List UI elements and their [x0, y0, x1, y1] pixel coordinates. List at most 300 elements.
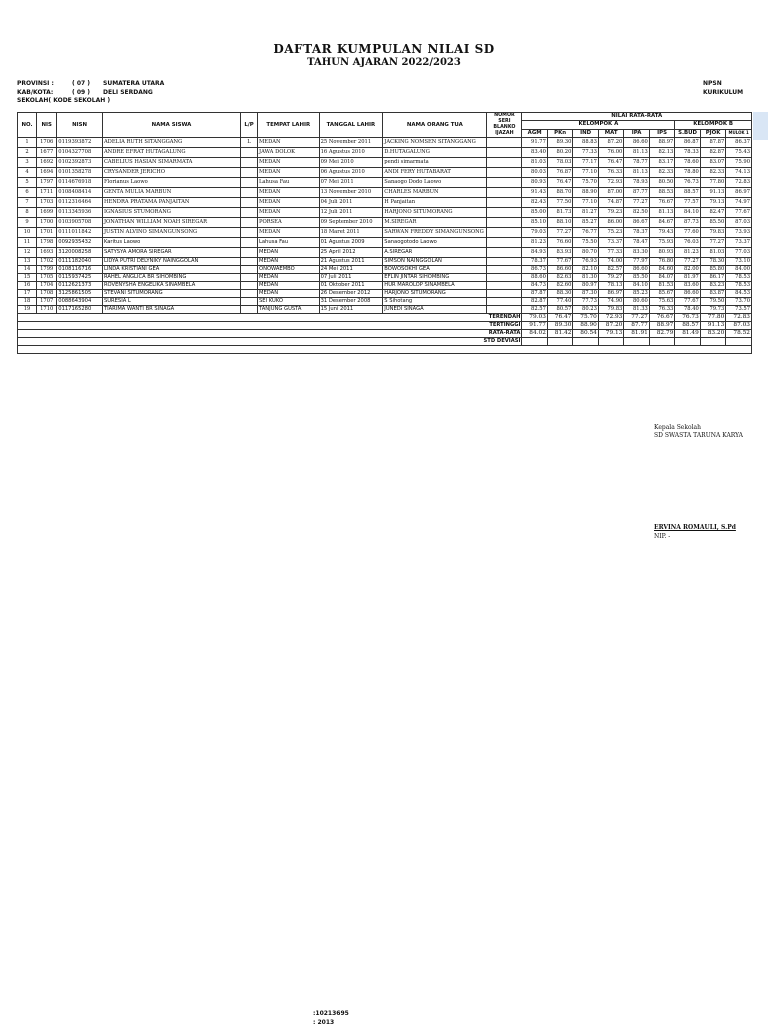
cell-tempat: Lahusa Fau [257, 178, 319, 188]
cell-ind: 80.97 [573, 282, 598, 290]
cell-lp [241, 208, 258, 218]
cell-nama: SATYSYA AMORA SIREGAR [102, 248, 240, 258]
stats-label: TERTINGGI [18, 322, 522, 330]
cell-lp [241, 168, 258, 178]
table-row [18, 218, 752, 228]
cell-seri [487, 282, 522, 290]
cell-agm: 80.03 [522, 168, 547, 178]
cell-tempat: ONOWAEMBO [257, 266, 319, 274]
cell-ipa: 81.13 [624, 148, 649, 158]
header-kelompok-a: KELOMPOK A [522, 121, 675, 129]
cell-pkn: 83.93 [547, 248, 572, 258]
stats-value: 72.83 [726, 314, 752, 322]
cell-mat: 78.13 [598, 282, 623, 290]
cell-no: 11 [18, 238, 37, 248]
stats-value: 91.13 [700, 322, 725, 330]
stats-value [547, 338, 572, 346]
cell-nama: LINDA KRISTIANI GEA [102, 266, 240, 274]
cell-nisn: 0119393872 [57, 138, 103, 148]
cell-nama: ADELIA RUTH SITANGGANG [102, 138, 240, 148]
cell-pkn: 76.47 [547, 178, 572, 188]
cell-agm: 80.93 [522, 178, 547, 188]
cell-ortu: Sanaogo Dodo Laowo [383, 178, 487, 188]
stats-value [624, 338, 649, 346]
cell-sbud: 77.27 [675, 258, 700, 266]
cell-nisn: 0092935432 [57, 238, 103, 248]
table-row [18, 248, 752, 258]
cell-tanggal: 25 November 2011 [319, 138, 383, 148]
cell-nisn: 0101358278 [57, 168, 103, 178]
header-tempat-lahir: TEMPAT LAHIR [257, 113, 319, 138]
cell-lp [241, 238, 258, 248]
cell-pkn: 82.60 [547, 282, 572, 290]
cell-ips: 84.67 [649, 218, 674, 228]
cell-sbud: 78.40 [675, 306, 700, 314]
cell-nis: 1704 [37, 282, 57, 290]
header-subject: AGM [522, 129, 547, 137]
cell-tempat: MEDAN [257, 188, 319, 198]
stats-value: 87.77 [624, 322, 649, 330]
cell-tempat: MEDAN [257, 248, 319, 258]
cell-sbud: 76.03 [675, 238, 700, 248]
cell-pjok: 81.03 [700, 248, 725, 258]
stats-label: STD DEVIASI [18, 338, 522, 346]
cell-ips: 85.67 [649, 290, 674, 298]
cell-pjok: 77.80 [700, 178, 725, 188]
stats-value: 72.93 [598, 314, 623, 322]
cell-seri [487, 258, 522, 266]
stats-value [522, 338, 547, 346]
cell-ind: 77.33 [573, 148, 598, 158]
stats-label: RATA-RATA [18, 330, 522, 338]
cell-seri [487, 138, 522, 148]
stats-value: 83.20 [700, 330, 725, 338]
cell-tanggal: 26 Desember 2012 [319, 290, 383, 298]
stats-value [700, 338, 725, 346]
cell-ips: 83.17 [649, 158, 674, 168]
cell-ips: 88.97 [649, 138, 674, 148]
cell-ind: 82.10 [573, 266, 598, 274]
cell-ind: 88.83 [573, 138, 598, 148]
cell-nisn: 0108408414 [57, 188, 103, 198]
cell-seri [487, 266, 522, 274]
cell-mulok: 75.43 [726, 148, 752, 158]
cell-tanggal: 13 November 2010 [319, 188, 383, 198]
cell-pjok: 79.13 [700, 198, 725, 208]
cell-mat: 86.97 [598, 290, 623, 298]
cell-no: 14 [18, 266, 37, 274]
cell-tanggal: 09 Mei 2010 [319, 158, 383, 168]
cell-agm: 87.87 [522, 290, 547, 298]
cell-nis: 1701 [37, 228, 57, 238]
cell-pjok: 91.13 [700, 188, 725, 198]
header-nis: NIS [37, 113, 57, 138]
cell-seri [487, 290, 522, 298]
cell-sbud: 78.80 [675, 168, 700, 178]
cell-pkn: 88.10 [547, 218, 572, 228]
cell-nis: 1798 [37, 238, 57, 248]
cell-mulok: 75.90 [726, 158, 752, 168]
cell-mulok: 74.13 [726, 168, 752, 178]
cell-ortu: pendi simarmata [383, 158, 487, 168]
cell-no: 16 [18, 282, 37, 290]
cell-pjok: 85.80 [700, 266, 725, 274]
stats-value: 81.49 [675, 330, 700, 338]
stats-value: 84.02 [522, 330, 547, 338]
cell-ipa: 86.67 [624, 218, 649, 228]
cell-lp [241, 258, 258, 266]
stats-value: 77.80 [700, 314, 725, 322]
stats-row [18, 330, 752, 338]
cell-nisn: 0117165280 [57, 306, 103, 314]
cell-tanggal: 12 Juli 2011 [319, 208, 383, 218]
cell-tempat: MEDAN [257, 208, 319, 218]
stats-value: 87.20 [598, 322, 623, 330]
cell-seri [487, 306, 522, 314]
cell-agm: 84.93 [522, 248, 547, 258]
cell-nis: 1797 [37, 178, 57, 188]
cell-nama: LIDYA PUTRI DELYNIKY NAINGGOLAN [102, 258, 240, 266]
document-subtitle: TAHUN AJARAN 2022/2023 [307, 57, 461, 68]
cell-lp [241, 298, 258, 306]
cell-ips: 76.33 [649, 306, 674, 314]
cell-sbud: 84.10 [675, 208, 700, 218]
cell-pjok: 78.30 [700, 258, 725, 266]
cell-tempat: SEI KUKO [257, 298, 319, 306]
cell-tanggal: 31 Desember 2008 [319, 298, 383, 306]
cell-nisn: 0102392873 [57, 158, 103, 168]
cell-tanggal: 25 April 2012 [319, 248, 383, 258]
cell-tanggal: 24 Mei 2011 [319, 266, 383, 274]
cell-pkn: 80.57 [547, 306, 572, 314]
cell-ips: 80.93 [649, 248, 674, 258]
stats-value [675, 338, 700, 346]
cell-tempat: Lahusa Fau [257, 238, 319, 248]
cell-ipa: 78.77 [624, 158, 649, 168]
cell-ortu: EFLIN JINTAR SIHOMBING [383, 274, 487, 282]
cell-ipa: 81.33 [624, 306, 649, 314]
cell-pjok: 86.17 [700, 274, 725, 282]
kurikulum-label: KURIKULUM [703, 89, 744, 96]
cell-sbud: 77.60 [675, 228, 700, 238]
stats-value: 77.27 [624, 314, 649, 322]
cell-ipa: 86.60 [624, 266, 649, 274]
cell-agm: 86.73 [522, 266, 547, 274]
header-subject: IPA [624, 129, 649, 137]
cell-mat: 82.57 [598, 266, 623, 274]
cell-ipa: 87.77 [624, 188, 649, 198]
cell-ortu: Sanaogotodo Laowo [383, 238, 487, 248]
stats-value: 80.54 [573, 330, 598, 338]
kab-label: KAB/KOTA: [17, 89, 54, 96]
table-row [18, 148, 752, 158]
cell-seri [487, 298, 522, 306]
cell-lp [241, 228, 258, 238]
cell-nis: 1710 [37, 306, 57, 314]
cell-tempat: MEDAN [257, 274, 319, 282]
cell-mulok: 84.53 [726, 290, 752, 298]
stats-value: 82.79 [649, 330, 674, 338]
table-row [18, 188, 752, 198]
cell-ortu: HARJONO SITUMORANG [383, 208, 487, 218]
cell-pkn: 88.30 [547, 290, 572, 298]
cell-pjok: 87.87 [700, 138, 725, 148]
cell-seri [487, 168, 522, 178]
cell-mulok: 73.70 [726, 298, 752, 306]
table-row [18, 290, 752, 298]
header-subject: PKn [547, 129, 572, 137]
cell-agm: 82.87 [522, 298, 547, 306]
cell-lp [241, 218, 258, 228]
cell-ipa: 81.13 [624, 168, 649, 178]
cell-agm: 91.77 [522, 138, 547, 148]
cell-mulok: 84.00 [726, 266, 752, 274]
cell-mat: 87.00 [598, 188, 623, 198]
cell-lp [241, 290, 258, 298]
header-no: NO. [18, 113, 37, 138]
stats-row [18, 314, 752, 322]
cell-mat: 75.23 [598, 228, 623, 238]
cell-nis: 1711 [37, 188, 57, 198]
cell-no: 4 [18, 168, 37, 178]
cell-lp [241, 266, 258, 274]
table-row [18, 266, 752, 274]
empty-cell [18, 346, 752, 354]
cell-nama: ANDRE EFRAT HUTAGALUNG [102, 148, 240, 158]
cell-sbud: 87.73 [675, 218, 700, 228]
cell-mulok: 78.53 [726, 282, 752, 290]
cell-pjok: 82.87 [700, 148, 725, 158]
cell-mulok: 72.83 [726, 178, 752, 188]
cell-ipa: 78.47 [624, 238, 649, 248]
header-nomor-seri: NOMOR SERI BLANKO IJAZAH [487, 113, 522, 138]
cell-no: 1 [18, 138, 37, 148]
table-row [18, 198, 752, 208]
cell-pjok: 77.27 [700, 238, 725, 248]
cell-pjok: 79.50 [700, 298, 725, 306]
cell-ipa: 82.50 [624, 208, 649, 218]
cell-tempat: JAWA DOLOK [257, 148, 319, 158]
cell-seri [487, 148, 522, 158]
cell-no: 7 [18, 198, 37, 208]
cell-nis: 1708 [37, 290, 57, 298]
cell-tanggal: 18 Maret 2011 [319, 228, 383, 238]
cell-pkn: 89.30 [547, 138, 572, 148]
cell-no: 6 [18, 188, 37, 198]
cell-lp [241, 148, 258, 158]
cell-nis: 1700 [37, 218, 57, 228]
cell-pkn: 77.40 [547, 298, 572, 306]
cell-sbud: 78.33 [675, 148, 700, 158]
cell-mat: 76.00 [598, 148, 623, 158]
cell-nis: 1705 [37, 274, 57, 282]
cell-sbud: 82.00 [675, 266, 700, 274]
cell-ipa: 85.50 [624, 274, 649, 282]
cell-mat: 79.23 [598, 208, 623, 218]
cell-ipa: 85.23 [624, 290, 649, 298]
cell-agm: 78.37 [522, 258, 547, 266]
cell-ind: 81.30 [573, 274, 598, 282]
cell-agm: 84.73 [522, 282, 547, 290]
header-nama-siswa: NAMA SISWA [102, 113, 240, 138]
stats-value: 89.30 [547, 322, 572, 330]
cell-ips: 88.53 [649, 188, 674, 198]
cell-nis: 1694 [37, 168, 57, 178]
cell-ind: 77.10 [573, 168, 598, 178]
cell-ips: 84.07 [649, 274, 674, 282]
cell-mulok: 73.37 [726, 238, 752, 248]
cell-seri [487, 208, 522, 218]
cell-ortu: BOWOSOKHI GEA [383, 266, 487, 274]
cell-tanggal: 06 Agustus 2010 [319, 168, 383, 178]
cell-mulok: 73.10 [726, 258, 752, 266]
cell-pjok: 83.87 [700, 290, 725, 298]
cell-ips: 75.93 [649, 238, 674, 248]
cell-agm: 79.03 [522, 228, 547, 238]
header-subject: IPS [649, 129, 674, 137]
cell-no: 12 [18, 248, 37, 258]
cell-agm: 81.03 [522, 158, 547, 168]
cell-no: 18 [18, 298, 37, 306]
table-row [18, 178, 752, 188]
cell-ortu: HUR MAROLOP SINAMBELA [383, 282, 487, 290]
cell-nama: CABELIUS HASIAN SIMARMATA [102, 158, 240, 168]
cell-tanggal: 01 Oktober 2011 [319, 282, 383, 290]
cell-no: 8 [18, 208, 37, 218]
provinsi-label: PROVINSI : [17, 80, 54, 87]
cell-ortu: JACKING NOMSEN SITANGGANG [383, 138, 487, 148]
cell-lp [241, 198, 258, 208]
cell-tanggal: 15 Juni 2011 [319, 306, 383, 314]
cell-ortu: D.HUTAGALUNG [383, 148, 487, 158]
header-lp: L/P [241, 113, 258, 138]
cell-seri [487, 178, 522, 188]
cell-no: 5 [18, 178, 37, 188]
stats-value: 79.03 [522, 314, 547, 322]
cell-ortu: A.SIREGAR [383, 248, 487, 258]
cell-pjok: 82.47 [700, 208, 725, 218]
cell-nama: ROVENYSHA ENGELIKA SINAMBELA [102, 282, 240, 290]
cell-pkn: 77.27 [547, 228, 572, 238]
table-row [18, 158, 752, 168]
header-subject: IND [573, 129, 598, 137]
cell-tempat: PORSEA [257, 218, 319, 228]
cell-no: 10 [18, 228, 37, 238]
cell-tanggal: 16 Agustus 2010 [319, 148, 383, 158]
cell-nis: 1706 [37, 138, 57, 148]
cell-tanggal: 09 September 2010 [319, 218, 383, 228]
cell-ortu: HARJONO SITUMORANG [383, 290, 487, 298]
provinsi-code: ( 07 ) [72, 80, 91, 87]
cell-no: 9 [18, 218, 37, 228]
kab-code: ( 09 ) [72, 89, 91, 96]
cell-nisn: 0111182040 [57, 258, 103, 266]
cell-ind: 87.30 [573, 290, 598, 298]
cell-mat: 79.83 [598, 306, 623, 314]
stats-value: 78.52 [726, 330, 752, 338]
cell-tempat: MEDAN [257, 138, 319, 148]
stats-value: 76.73 [675, 314, 700, 322]
stats-row [18, 322, 752, 330]
cell-mat: 73.37 [598, 238, 623, 248]
header-nisn: NISN [57, 113, 103, 138]
table-row [18, 306, 752, 314]
stats-value: 91.77 [522, 322, 547, 330]
stats-value [649, 338, 674, 346]
cell-nis: 1707 [37, 298, 57, 306]
cell-tempat: MEDAN [257, 158, 319, 168]
cell-pkn: 77.50 [547, 198, 572, 208]
stats-value: 76.67 [649, 314, 674, 322]
cell-ind: 80.70 [573, 248, 598, 258]
highlight-cell [753, 112, 768, 140]
stats-value: 88.97 [649, 322, 674, 330]
cell-mulok: 78.53 [726, 274, 752, 282]
cell-nama: RAHEL ANGLICA BR SIHOMBING [102, 274, 240, 282]
cell-ind: 77.10 [573, 198, 598, 208]
cell-mat: 74.90 [598, 298, 623, 306]
cell-no: 3 [18, 158, 37, 168]
cell-ind: 75.70 [573, 178, 598, 188]
cell-mat: 79.27 [598, 274, 623, 282]
cell-seri [487, 238, 522, 248]
cell-pkn: 80.20 [547, 148, 572, 158]
stats-row [18, 338, 752, 346]
cell-ipa: 78.93 [624, 178, 649, 188]
cell-no: 19 [18, 306, 37, 314]
cell-tanggal: 01 Agustus 2009 [319, 238, 383, 248]
cell-ind: 76.77 [573, 228, 598, 238]
document-title: DAFTAR KUMPULAN NILAI SD [273, 42, 495, 56]
cell-agm: 82.57 [522, 306, 547, 314]
cell-pkn: 78.03 [547, 158, 572, 168]
signature-school: SD SWASTA TARUNA KARYA [654, 432, 743, 439]
sekolah-label: SEKOLAH( KODE SEKOLAH ) [17, 97, 111, 104]
cell-nisn: 0103905708 [57, 218, 103, 228]
stats-value [573, 338, 598, 346]
cell-nama: HENDRA PRATAMA PANJAITAN [102, 198, 240, 208]
cell-tanggal: 21 Agustus 2011 [319, 258, 383, 266]
table-row [18, 138, 752, 148]
cell-nama: TIARIMA WANTI BR SINAGA [102, 306, 240, 314]
cell-no: 2 [18, 148, 37, 158]
table-row [18, 298, 752, 306]
cell-ind: 75.50 [573, 238, 598, 248]
cell-ortu: SIMSON NAINGGOLAN [383, 258, 487, 266]
cell-lp [241, 274, 258, 282]
cell-nama: JUSTIN ALVINO SIMANGUNSONG [102, 228, 240, 238]
cell-ips: 82.33 [649, 168, 674, 178]
table-row [18, 168, 752, 178]
cell-pjok: 85.50 [700, 218, 725, 228]
cell-ipa: 77.97 [624, 258, 649, 266]
cell-nama: CRYSANDER JERICHO [102, 168, 240, 178]
cell-mat: 87.20 [598, 138, 623, 148]
cell-nama: GENTA MULIA MARBUN [102, 188, 240, 198]
cell-sbud: 77.67 [675, 298, 700, 306]
cell-nis: 1699 [37, 208, 57, 218]
cell-seri [487, 248, 522, 258]
stats-value [598, 338, 623, 346]
cell-tempat: TANJUNG GUSTA [257, 306, 319, 314]
stats-label: TERENDAH [18, 314, 522, 322]
cell-seri [487, 198, 522, 208]
cell-nama: STEVANI SITUMORANG [102, 290, 240, 298]
cell-nama: JONATHAN WILLIAM NOAH SIREGAR [102, 218, 240, 228]
cell-mat: 74.87 [598, 198, 623, 208]
cell-no: 17 [18, 290, 37, 298]
cell-pkn: 86.60 [547, 266, 572, 274]
